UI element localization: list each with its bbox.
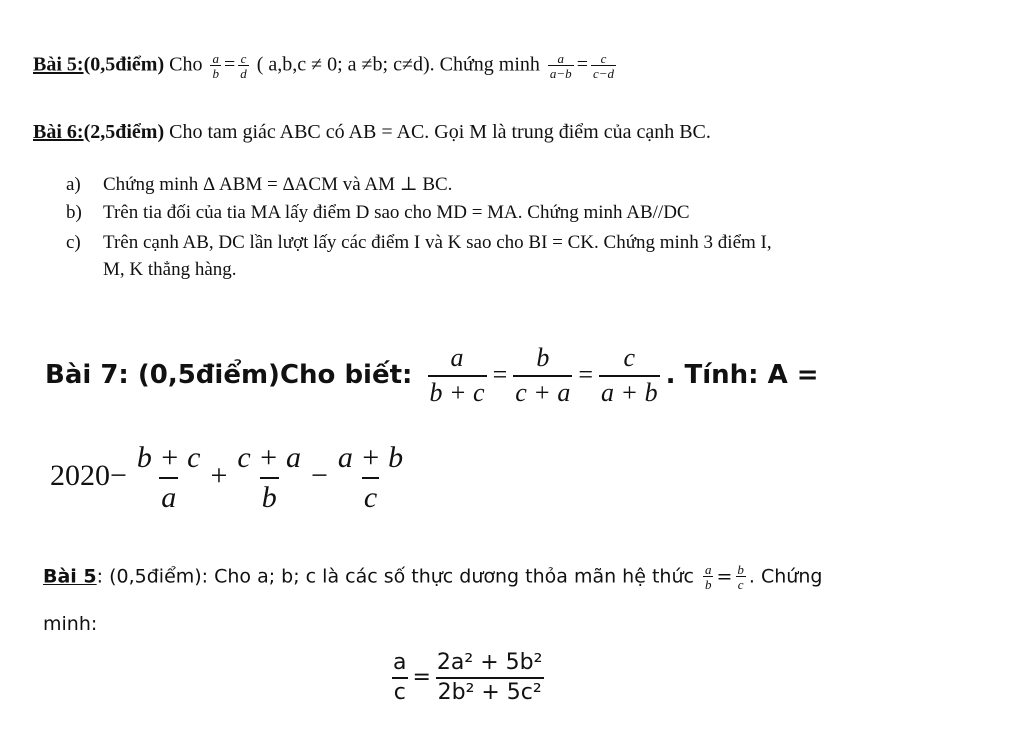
frac-den: a: [159, 477, 178, 513]
frac-den: b: [704, 577, 712, 592]
frac-den: a + b: [599, 375, 660, 406]
frac-num: c: [600, 51, 607, 66]
frac-num: a: [557, 51, 565, 66]
equals-sign: =: [578, 360, 594, 389]
frac-num: b: [737, 562, 744, 577]
item-text: Trên tia đối của tia MA lấy điểm D sao cho MD = MA. Chứng minh AB//DC: [103, 202, 690, 223]
frac-den: b + c: [428, 375, 487, 406]
fraction-a-over-b-plus-c: [428, 345, 487, 406]
fraction-a-over-c: [391, 652, 408, 704]
item-text: Chứng minh Δ ABM = ΔACM và AM ⊥ BC.: [103, 174, 453, 195]
problem-6-item-c: [66, 232, 772, 254]
equals-sign: =: [576, 53, 588, 76]
fraction-2a2-5b2-over-2b2-5c2: [435, 652, 545, 704]
problem-5b-minh: minh:: [43, 613, 98, 635]
frac-den: c: [362, 477, 379, 513]
equals-sign: =: [412, 665, 431, 690]
item-label: b): [66, 202, 82, 223]
problem-7-expression: [50, 443, 413, 513]
problem-5-statement: [33, 52, 619, 80]
frac-num: a: [450, 343, 464, 372]
frac-num: b: [536, 343, 550, 372]
item-label: a): [66, 174, 81, 195]
frac-num: 2a² + 5b²: [436, 650, 543, 675]
problem-5b-text-end: . Chứng: [748, 565, 823, 588]
problem-5-heading: Bài 5:: [33, 53, 84, 76]
frac-den: b: [212, 66, 219, 81]
frac-den: b: [260, 477, 279, 513]
fraction-a-plus-b-over-c: [336, 443, 405, 513]
frac-num: c: [240, 51, 247, 66]
frac-den: c−d: [592, 66, 615, 81]
frac-num: b + c: [136, 441, 201, 474]
problem-5b-heading: Bài 5: [43, 565, 97, 588]
problem-5b-statement: [43, 563, 822, 591]
equals-sign: =: [716, 565, 733, 588]
frac-num: c: [623, 343, 636, 372]
problem-6-heading: Bài 6:: [33, 121, 84, 143]
frac-num: c + a: [237, 441, 301, 474]
frac-den: c: [737, 577, 744, 592]
problem-5b-text: : (0,5điểm): Cho a; b; c là các số thực dương thỏa mãn hệ thức: [96, 565, 694, 588]
fraction-b-plus-c-over-a: [135, 443, 203, 513]
item-label: c): [66, 232, 81, 253]
problem-5b-identity: [387, 652, 548, 704]
frac-den: 2b² + 5c²: [436, 677, 544, 704]
fraction-c-over-a-plus-b: [599, 345, 660, 406]
fraction-b-over-c-plus-a: [513, 345, 572, 406]
problem-7-tail: . Tính: A =: [665, 360, 819, 390]
frac-num: a: [393, 650, 407, 675]
problem-6-statement: [33, 121, 711, 144]
fraction-c-over-c-minus-d: [591, 52, 616, 80]
frac-den: a−b: [549, 66, 572, 81]
fraction-b-over-c: [735, 563, 746, 591]
fraction-c-plus-a-over-b: [235, 443, 303, 513]
problem-6-item-b: [66, 202, 690, 224]
minus-sign: −: [310, 458, 328, 492]
plus-sign: +: [210, 458, 228, 492]
equals-sign: =: [223, 53, 236, 76]
problem-7-statement: [45, 345, 819, 406]
constant-2020: 2020: [50, 458, 110, 492]
equals-sign: =: [492, 360, 508, 389]
problem-6-points: (2,5điểm): [83, 121, 165, 143]
frac-den: c: [392, 677, 408, 704]
problem-6-intro: Cho tam giác ABC có AB = AC. Gọi M là trung điểm của cạnh BC.: [169, 121, 711, 143]
problem-5-points: (0,5điểm): [83, 53, 165, 76]
problem-7-heading: Bài 7: (0,5điểm)Cho biết:: [45, 360, 413, 390]
problem-5-condition: ( a,b,c ≠ 0; a ≠b; c≠d). Chứng minh: [256, 53, 540, 76]
item-text: Trên cạnh AB, DC lần lượt lấy các điểm I và K sao cho BI = CK. Chứng minh 3 điểm I,: [103, 232, 772, 253]
fraction-c-over-d: [238, 52, 249, 80]
frac-num: a: [212, 51, 219, 66]
frac-den: d: [240, 66, 247, 81]
frac-num: a + b: [337, 441, 404, 474]
fraction-a-over-b: [703, 563, 714, 591]
frac-den: c + a: [513, 375, 572, 406]
minus-sign: −: [110, 458, 127, 492]
problem-6-item-a: [66, 173, 452, 196]
problem-5-cho: Cho: [169, 53, 203, 76]
problem-6-item-c-continuation: M, K thẳng hàng.: [103, 259, 237, 279]
fraction-a-over-a-minus-b: [548, 52, 574, 80]
frac-num: a: [704, 562, 712, 577]
fraction-a-over-b: [210, 52, 221, 80]
